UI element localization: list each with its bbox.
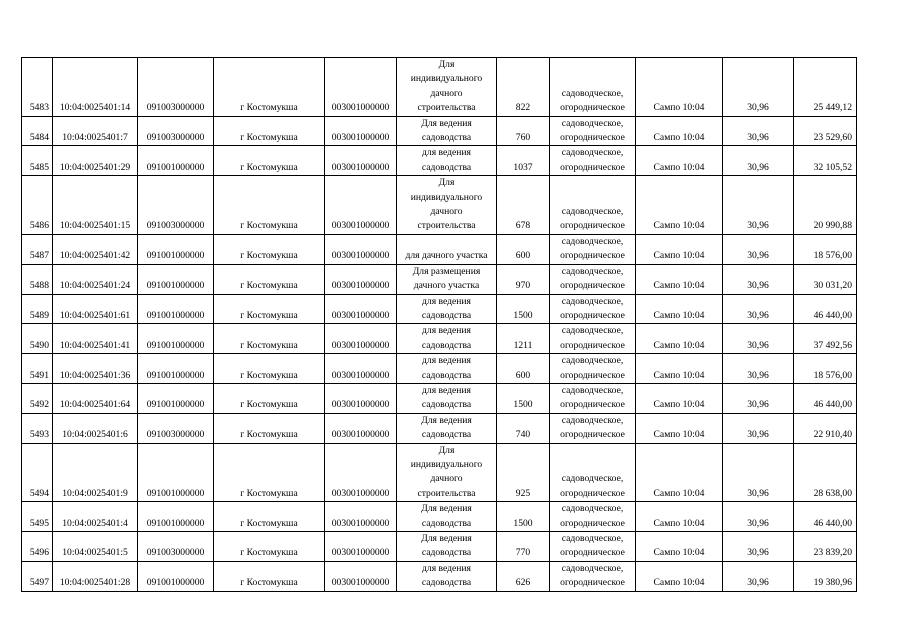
specific-value-cell: 30,96 (723, 324, 794, 354)
land-use-purpose-cell (397, 294, 497, 324)
land-use-purpose-line: садоводства (421, 309, 472, 321)
cadastral-value-cell: 30 031,20 (794, 264, 857, 294)
cadastral-zone-cell: Сампо 10:04 (636, 383, 723, 413)
specific-value-cell: 30,96 (723, 234, 794, 264)
land-use-purpose-line: садоводства (421, 339, 472, 351)
cadastral-value-cell: 37 492,56 (794, 324, 857, 354)
okato-code-cell: 091003000000 (138, 58, 214, 117)
table-row (22, 502, 857, 532)
specific-value-cell: 30,96 (723, 58, 794, 117)
land-category-cell (550, 294, 636, 324)
cadastral-zone-cell: Сампо 10:04 (636, 146, 723, 176)
cadastral-number-cell: 10:04:0025401:9 (53, 443, 138, 502)
cadastral-number-cell: 10:04:0025401:6 (53, 413, 138, 443)
land-use-purpose-line: садоводства (421, 517, 472, 529)
cadastral-zone-cell: Сампо 10:04 (636, 532, 723, 562)
table-row (22, 324, 857, 354)
oktmo-code-cell: 003001000000 (325, 532, 397, 562)
land-use-purpose-line: садоводства (421, 161, 472, 173)
cadastral-value-cell: 20 990,88 (794, 176, 857, 235)
land-use-purpose-line: садоводства (421, 429, 472, 441)
land-use-purpose-line: индивидуального (410, 191, 483, 203)
area-cell: 1500 (497, 502, 550, 532)
land-use-purpose-line: садоводства (421, 577, 472, 589)
specific-value-cell: 30,96 (723, 294, 794, 324)
land-use-purpose-line: Для ведения (421, 503, 472, 515)
land-use-purpose-line: дачного участка (413, 280, 480, 292)
area-cell: 822 (497, 58, 550, 117)
land-use-purpose-cell (397, 413, 497, 443)
table-row (22, 383, 857, 413)
oktmo-code-cell: 003001000000 (325, 324, 397, 354)
cadastral-value-cell: 46 440,00 (794, 383, 857, 413)
land-category-line: садоводческое, (561, 87, 624, 99)
specific-value-cell: 30,96 (723, 116, 794, 146)
specific-value-cell: 30,96 (723, 561, 794, 591)
locality-cell: г Костомукша (214, 413, 325, 443)
specific-value-cell: 30,96 (723, 354, 794, 384)
row-number-cell: 5486 (22, 176, 53, 235)
oktmo-code-cell: 003001000000 (325, 116, 397, 146)
oktmo-code-cell: 003001000000 (325, 502, 397, 532)
land-category-line: огородническое (560, 577, 625, 589)
table-row (22, 413, 857, 443)
land-category-cell (550, 264, 636, 294)
land-category-cell (550, 176, 636, 235)
locality-cell: г Костомукша (214, 532, 325, 562)
table-row (22, 443, 857, 502)
land-category-cell (550, 354, 636, 384)
land-category-line: огородническое (560, 399, 625, 411)
land-category-line: садоводческое, (561, 384, 624, 396)
cadastral-number-cell: 10:04:0025401:5 (53, 532, 138, 562)
okato-code-cell: 091001000000 (138, 502, 214, 532)
okato-code-cell: 091003000000 (138, 532, 214, 562)
land-use-purpose-cell (397, 443, 497, 502)
okato-code-cell: 091003000000 (138, 413, 214, 443)
land-category-line: огородническое (560, 429, 625, 441)
land-category-line: огородническое (560, 102, 625, 114)
oktmo-code-cell: 003001000000 (325, 443, 397, 502)
specific-value-cell: 30,96 (723, 413, 794, 443)
land-category-line: огородническое (560, 339, 625, 351)
cadastral-value-cell: 19 380,96 (794, 561, 857, 591)
land-category-line: огородническое (560, 132, 625, 144)
area-cell: 626 (497, 561, 550, 591)
cadastral-number-cell: 10:04:0025401:61 (53, 294, 138, 324)
land-use-purpose-cell (397, 58, 497, 117)
land-category-cell (550, 532, 636, 562)
locality-cell: г Костомукша (214, 294, 325, 324)
locality-cell: г Костомукша (214, 58, 325, 117)
cadastral-zone-cell: Сампо 10:04 (636, 58, 723, 117)
row-number-cell: 5488 (22, 264, 53, 294)
land-use-purpose-line: Для (438, 444, 455, 456)
land-use-purpose-line: для ведения (422, 562, 471, 574)
locality-cell: г Костомукша (214, 146, 325, 176)
row-number-cell: 5493 (22, 413, 53, 443)
locality-cell: г Костомукша (214, 116, 325, 146)
land-category-line: огородническое (560, 517, 625, 529)
land-category-line: садоводческое, (561, 562, 624, 574)
cadastral-zone-cell: Сампо 10:04 (636, 324, 723, 354)
land-use-purpose-line: садоводства (421, 369, 472, 381)
okato-code-cell: 091001000000 (138, 324, 214, 354)
locality-cell: г Костомукша (214, 561, 325, 591)
row-number-cell: 5483 (22, 58, 53, 117)
oktmo-code-cell: 003001000000 (325, 383, 397, 413)
land-use-purpose-line: Для ведения (421, 117, 472, 129)
cadastral-zone-cell: Сампо 10:04 (636, 354, 723, 384)
okato-code-cell: 091001000000 (138, 354, 214, 384)
locality-cell: г Костомукша (214, 324, 325, 354)
locality-cell: г Костомукша (214, 176, 325, 235)
land-use-purpose-cell (397, 146, 497, 176)
specific-value-cell: 30,96 (723, 264, 794, 294)
row-number-cell: 5496 (22, 532, 53, 562)
area-cell: 770 (497, 532, 550, 562)
land-category-line: садоводческое, (561, 503, 624, 515)
land-category-cell (550, 116, 636, 146)
oktmo-code-cell: 003001000000 (325, 176, 397, 235)
cadastral-number-cell: 10:04:0025401:29 (53, 146, 138, 176)
specific-value-cell: 30,96 (723, 176, 794, 235)
okato-code-cell: 091003000000 (138, 116, 214, 146)
land-use-purpose-line: строительства (417, 220, 476, 232)
cadastral-number-cell: 10:04:0025401:15 (53, 176, 138, 235)
area-cell: 925 (497, 443, 550, 502)
land-category-line: огородническое (560, 250, 625, 262)
oktmo-code-cell: 003001000000 (325, 234, 397, 264)
row-number-cell: 5497 (22, 561, 53, 591)
land-category-cell (550, 234, 636, 264)
oktmo-code-cell: 003001000000 (325, 561, 397, 591)
cadastral-value-cell: 32 105,52 (794, 146, 857, 176)
table-row (22, 532, 857, 562)
land-use-purpose-line: для ведения (422, 355, 471, 367)
table-row (22, 234, 857, 264)
oktmo-code-cell: 003001000000 (325, 264, 397, 294)
area-cell: 1211 (497, 324, 550, 354)
land-use-purpose-cell (397, 116, 497, 146)
land-use-purpose-line: садоводства (421, 399, 472, 411)
cadastral-zone-cell: Сампо 10:04 (636, 264, 723, 294)
cadastral-value-cell: 46 440,00 (794, 502, 857, 532)
locality-cell: г Костомукша (214, 234, 325, 264)
table-row (22, 294, 857, 324)
land-category-cell (550, 413, 636, 443)
locality-cell: г Костомукша (214, 502, 325, 532)
cadastral-number-cell: 10:04:0025401:64 (53, 383, 138, 413)
land-category-line: садоводческое, (561, 235, 624, 247)
land-use-purpose-cell (397, 502, 497, 532)
table-row (22, 264, 857, 294)
land-use-purpose-cell (397, 176, 497, 235)
specific-value-cell: 30,96 (723, 443, 794, 502)
locality-cell: г Костомукша (214, 443, 325, 502)
table-row (22, 176, 857, 235)
area-cell: 760 (497, 116, 550, 146)
parcel-table (21, 57, 857, 592)
cadastral-number-cell: 10:04:0025401:42 (53, 234, 138, 264)
land-use-purpose-line: для ведения (422, 295, 471, 307)
okato-code-cell: 091001000000 (138, 146, 214, 176)
row-number-cell: 5492 (22, 383, 53, 413)
cadastral-number-cell: 10:04:0025401:28 (53, 561, 138, 591)
land-use-purpose-line: дачного (430, 206, 463, 218)
cadastral-number-cell: 10:04:0025401:41 (53, 324, 138, 354)
land-category-line: садоводческое, (561, 265, 624, 277)
land-category-line: огородническое (560, 487, 625, 499)
table-row (22, 116, 857, 146)
area-cell: 970 (497, 264, 550, 294)
land-use-purpose-line: Для (438, 177, 455, 189)
cadastral-number-cell: 10:04:0025401:7 (53, 116, 138, 146)
land-category-cell (550, 502, 636, 532)
row-number-cell: 5495 (22, 502, 53, 532)
land-category-cell (550, 324, 636, 354)
row-number-cell: 5484 (22, 116, 53, 146)
land-use-purpose-cell (397, 264, 497, 294)
okato-code-cell: 091001000000 (138, 383, 214, 413)
land-use-purpose-line: Для (438, 59, 455, 70)
oktmo-code-cell: 003001000000 (325, 294, 397, 324)
cadastral-zone-cell: Сампо 10:04 (636, 116, 723, 146)
land-use-purpose-line: дачного (430, 473, 463, 485)
area-cell: 740 (497, 413, 550, 443)
cadastral-zone-cell: Сампо 10:04 (636, 413, 723, 443)
land-use-purpose-line: индивидуального (410, 73, 483, 85)
land-use-purpose-line: Для ведения (421, 414, 472, 426)
land-category-line: садоводческое, (561, 325, 624, 337)
land-use-purpose-line: для ведения (422, 384, 471, 396)
cadastral-value-cell: 23 529,60 (794, 116, 857, 146)
land-use-purpose-cell (397, 234, 497, 264)
area-cell: 600 (497, 234, 550, 264)
specific-value-cell: 30,96 (723, 146, 794, 176)
okato-code-cell: 091001000000 (138, 234, 214, 264)
land-category-cell (550, 58, 636, 117)
row-number-cell: 5487 (22, 234, 53, 264)
oktmo-code-cell: 003001000000 (325, 146, 397, 176)
area-cell: 678 (497, 176, 550, 235)
land-use-purpose-line: для ведения (422, 325, 471, 337)
land-category-cell (550, 561, 636, 591)
cadastral-zone-cell: Сампо 10:04 (636, 502, 723, 532)
cadastral-zone-cell: Сампо 10:04 (636, 294, 723, 324)
area-cell: 1500 (497, 294, 550, 324)
land-category-cell (550, 443, 636, 502)
specific-value-cell: 30,96 (723, 532, 794, 562)
land-category-cell (550, 383, 636, 413)
cadastral-value-cell: 22 910,40 (794, 413, 857, 443)
land-category-line: огородническое (560, 280, 625, 292)
cadastral-value-cell: 18 576,00 (794, 354, 857, 384)
land-use-purpose-cell (397, 354, 497, 384)
land-use-purpose-cell (397, 383, 497, 413)
area-cell: 1500 (497, 383, 550, 413)
land-use-purpose-line: индивидуального (410, 458, 483, 470)
cadastral-number-cell: 10:04:0025401:24 (53, 264, 138, 294)
specific-value-cell: 30,96 (723, 383, 794, 413)
land-use-purpose-line: садоводства (421, 547, 472, 559)
land-category-line: садоводческое, (561, 414, 624, 426)
cadastral-zone-cell: Сампо 10:04 (636, 176, 723, 235)
parcel-table-body (22, 58, 857, 592)
cadastral-number-cell: 10:04:0025401:4 (53, 502, 138, 532)
cadastral-value-cell: 28 638,00 (794, 443, 857, 502)
land-use-purpose-line: дачного (430, 87, 463, 99)
locality-cell: г Костомукша (214, 354, 325, 384)
row-number-cell: 5491 (22, 354, 53, 384)
cadastral-zone-cell: Сампо 10:04 (636, 561, 723, 591)
specific-value-cell: 30,96 (723, 502, 794, 532)
land-use-purpose-line: для ведения (422, 147, 471, 159)
land-category-line: огородническое (560, 161, 625, 173)
okato-code-cell: 091001000000 (138, 294, 214, 324)
row-number-cell: 5494 (22, 443, 53, 502)
table-row (22, 561, 857, 591)
cadastral-value-cell: 18 576,00 (794, 234, 857, 264)
land-use-purpose-line: для дачного участка (405, 250, 488, 262)
locality-cell: г Костомукша (214, 383, 325, 413)
land-category-line: огородническое (560, 547, 625, 559)
oktmo-code-cell: 003001000000 (325, 58, 397, 117)
land-use-purpose-cell (397, 324, 497, 354)
cadastral-value-cell: 46 440,00 (794, 294, 857, 324)
locality-cell: г Костомукша (214, 264, 325, 294)
land-category-line: садоводческое, (561, 355, 624, 367)
land-category-line: садоводческое, (561, 473, 624, 485)
oktmo-code-cell: 003001000000 (325, 354, 397, 384)
land-category-line: садоводческое, (561, 295, 624, 307)
area-cell: 600 (497, 354, 550, 384)
cadastral-value-cell: 25 449,12 (794, 58, 857, 117)
area-cell: 1037 (497, 146, 550, 176)
table-row (22, 58, 857, 117)
row-number-cell: 5489 (22, 294, 53, 324)
land-use-purpose-line: строительства (417, 487, 476, 499)
land-category-line: садоводческое, (561, 147, 624, 159)
okato-code-cell: 091001000000 (138, 443, 214, 502)
okato-code-cell: 091003000000 (138, 176, 214, 235)
table-row (22, 354, 857, 384)
row-number-cell: 5490 (22, 324, 53, 354)
land-use-purpose-line: строительства (417, 102, 476, 114)
land-use-purpose-cell (397, 532, 497, 562)
land-use-purpose-line: Для размещения (412, 265, 481, 277)
okato-code-cell: 091001000000 (138, 561, 214, 591)
land-category-line: огородническое (560, 309, 625, 321)
cadastral-number-cell: 10:04:0025401:14 (53, 58, 138, 117)
land-category-line: огородническое (560, 220, 625, 232)
land-use-purpose-line: Для ведения (421, 533, 472, 544)
land-category-line: садоводческое, (561, 533, 624, 544)
table-row (22, 146, 857, 176)
cadastral-zone-cell: Сампо 10:04 (636, 234, 723, 264)
land-use-purpose-cell (397, 561, 497, 591)
cadastral-zone-cell: Сампо 10:04 (636, 443, 723, 502)
land-category-line: огородническое (560, 369, 625, 381)
row-number-cell: 5485 (22, 146, 53, 176)
oktmo-code-cell: 003001000000 (325, 413, 397, 443)
land-category-line: садоводческое, (561, 206, 624, 218)
cadastral-number-cell: 10:04:0025401:36 (53, 354, 138, 384)
land-category-cell (550, 146, 636, 176)
cadastral-value-cell: 23 839,20 (794, 532, 857, 562)
land-use-purpose-line: садоводства (421, 132, 472, 144)
land-category-line: садоводческое, (561, 117, 624, 129)
okato-code-cell: 091001000000 (138, 264, 214, 294)
